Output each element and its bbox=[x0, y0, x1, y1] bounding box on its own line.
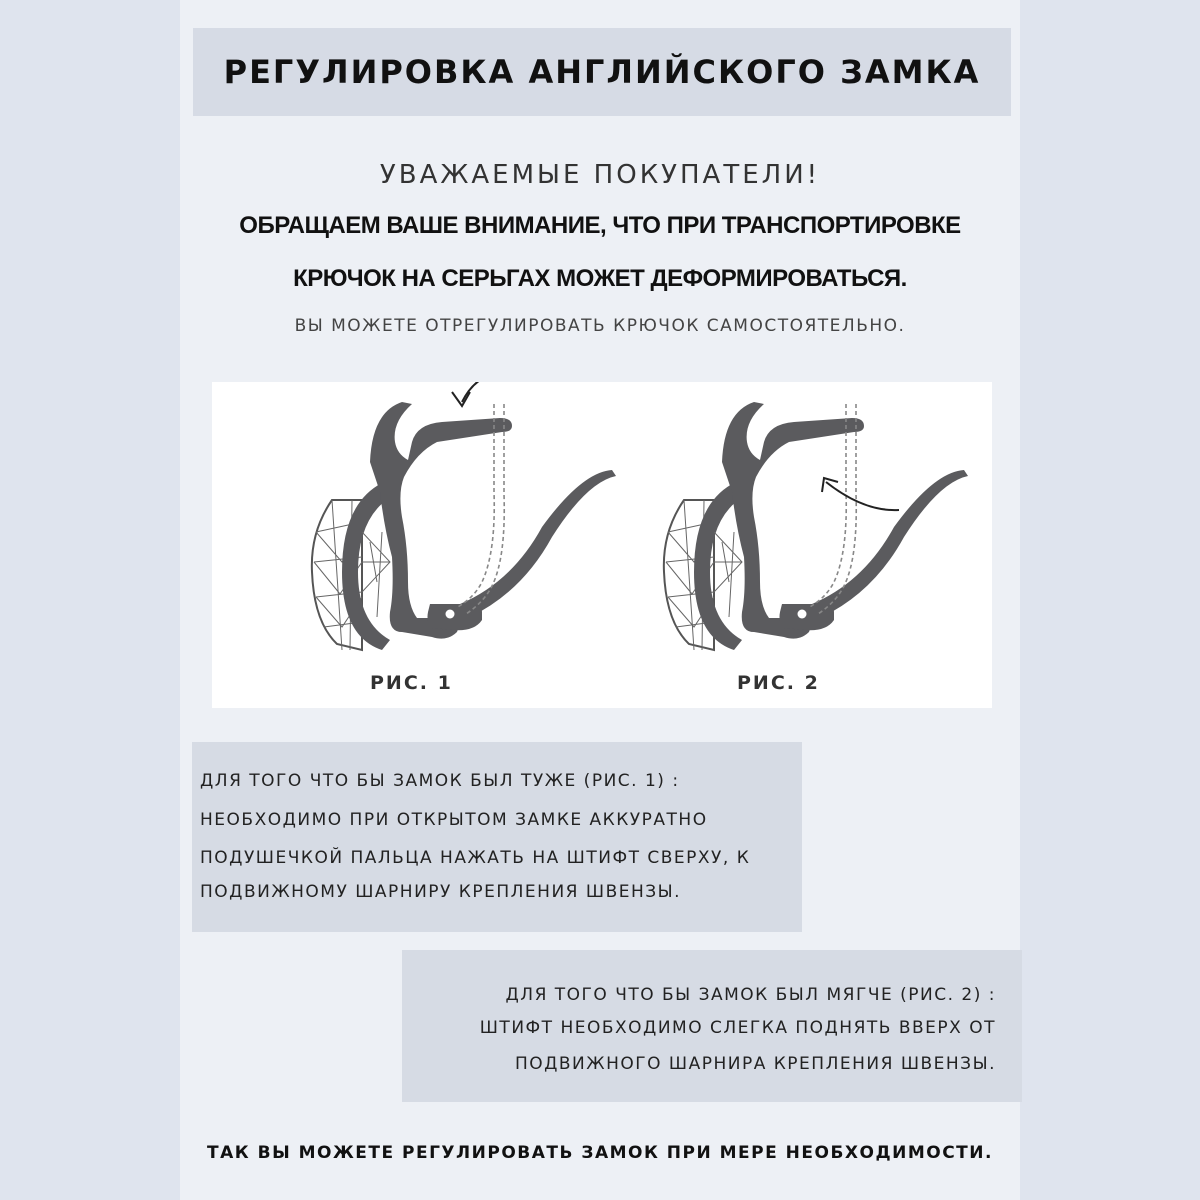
softer-line-3: ПОДВИЖНОГО ШАРНИРА КРЕПЛЕНИЯ ШВЕНЗЫ. bbox=[514, 1054, 996, 1074]
greeting: УВАЖАЕМЫЕ ПОКУПАТЕЛИ! bbox=[379, 160, 821, 190]
figure-panel bbox=[212, 382, 992, 708]
page-title: РЕГУЛИРОВКА АНГЛИЙСКОГО ЗАМКА bbox=[223, 53, 981, 91]
notice-line-1: ОБРАЩАЕМ ВАШЕ ВНИМАНИЕ, ЧТО ПРИ ТРАНСПОРТИРОВКЕ bbox=[239, 212, 961, 239]
earring-illustrations bbox=[212, 382, 992, 708]
tighter-line-3: ПОДУШЕЧКОЙ ПАЛЬЦА НАЖАТЬ НА ШТИФТ СВЕРХУ, К bbox=[200, 848, 751, 868]
figure-2-label: РИС. 2 bbox=[737, 672, 820, 694]
figure-1-label: РИС. 1 bbox=[370, 672, 453, 694]
hint-text: ВЫ МОЖЕТЕ ОТРЕГУЛИРОВАТЬ КРЮЧОК САМОСТОЯТЕЛЬНО. bbox=[294, 316, 906, 336]
softer-line-2: ШТИФТ НЕОБХОДИМО СЛЕГКА ПОДНЯТЬ ВВЕРХ ОТ bbox=[479, 1018, 996, 1038]
tighter-line-1: ДЛЯ ТОГО ЧТО БЫ ЗАМОК БЫЛ ТУЖЕ (РИС. 1) : bbox=[200, 771, 680, 791]
notice-line-2: КРЮЧОК НА СЕРЬГАХ МОЖЕТ ДЕФОРМИРОВАТЬСЯ. bbox=[293, 265, 907, 292]
figure-1-illustration bbox=[312, 382, 616, 650]
arrow-down-icon bbox=[452, 382, 527, 406]
tighter-line-4: ПОДВИЖНОМУ ШАРНИРУ КРЕПЛЕНИЯ ШВЕНЗЫ. bbox=[200, 882, 682, 902]
tighter-line-2: НЕОБХОДИМО ПРИ ОТКРЫТОМ ЗАМКЕ АККУРАТНО bbox=[200, 810, 708, 830]
arrow-up-icon bbox=[822, 478, 899, 510]
title-banner bbox=[193, 28, 1011, 116]
softer-line-1: ДЛЯ ТОГО ЧТО БЫ ЗАМОК БЫЛ МЯГЧЕ (РИС. 2) : bbox=[505, 985, 996, 1005]
figure-2-illustration bbox=[664, 402, 968, 650]
footer-note: ТАК ВЫ МОЖЕТЕ РЕГУЛИРОВАТЬ ЗАМОК ПРИ МЕРЕ НЕОБХОДИМОСТИ. bbox=[207, 1143, 993, 1163]
